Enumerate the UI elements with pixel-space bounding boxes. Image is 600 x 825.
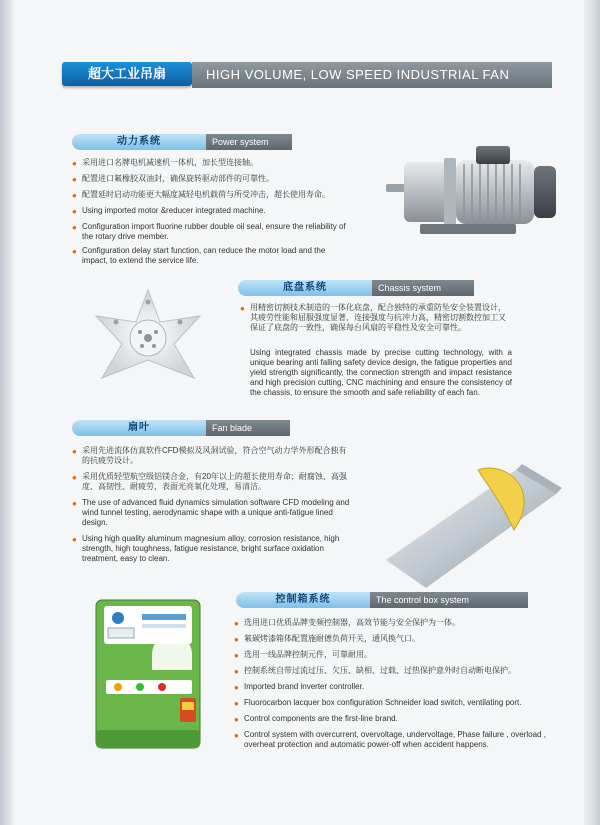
fan-section-header [72,420,290,436]
fan-list [72,446,352,570]
chassis-plate-image [86,282,210,392]
main-title-cn: 超大工业吊扇 [62,62,192,86]
chassis-title-en: Chassis system [372,280,474,296]
list-item: ● 选用一线品牌控制元件，可靠耐用。 [234,650,372,660]
chassis-cn-paragraph: ● 用精密切割技术制造的一体化底盘，配合独特的承重防坠安全装置设计，其疲劳性能和屈服强度显著，连接强度与抗冲力高，精密切割数控加工又保证了底盘的一致性，确保每台风扇的平稳性及安全可靠性。 [240,303,506,332]
list-item: ● 选用进口优质品牌变频控制器，高效节能与安全保护为一体。 [234,618,460,628]
control-title-en: The control box system [370,592,528,608]
bullet-icon: ● [72,447,77,456]
list-item: ● Using imported motor &reducer integrated machine. [72,206,266,216]
list-item: ● 配置进口氟橡胶双油封，确保旋转驱动部件的可靠性。 [72,174,274,184]
list-item: ● 氟碳烤漆箱体配置施耐德负荷开关，通风换气口。 [234,634,420,644]
bullet-icon: ● [234,635,239,644]
motor-reducer-image [384,140,562,250]
list-item: ● 采用先进流体仿真软件CFD模拟及风洞试验，符合空气动力学外形配合独有的抗疲劳设计。 [72,446,347,465]
bullet-icon: ● [72,535,77,544]
power-section-header [72,134,292,150]
bullet-icon: ● [72,175,77,184]
chassis-section-header [238,280,474,296]
control-box-image [92,598,210,750]
list-item: ● The use of advanced fluid dynamics simulation software CFD modeling and wind tunnel testing, aerodynamic shape with a unique anti-fatigue lined design. [72,498,350,527]
page-edge-right [584,0,600,825]
control-list [234,618,554,756]
fan-title-en: Fan blade [206,420,290,436]
list-item: ● Configuration import fluorine rubber double oil seal, ensure the reliability of the rotary drive member. [72,222,346,241]
list-item: ● Fluorocarbon lacquer box configuration Schneider load switch, ventilating port. [234,698,522,708]
bullet-icon: ● [72,159,77,168]
list-item: ● Configuration delay start function, can reduce the motor load and the impact, to extend the service life. [72,246,326,265]
main-title-en: HIGH VOLUME, LOW SPEED INDUSTRIAL FAN [192,62,552,88]
list-item: ● 采用进口名牌电机减速机一体机，加长型连接轴。 [72,158,258,168]
bullet-icon: ● [72,499,77,508]
fan-blade-image [366,430,580,590]
bullet-icon: ● [234,731,239,740]
bullet-icon: ● [234,699,239,708]
bullet-icon: ● [234,683,239,692]
page-edge-left [0,0,14,825]
bullet-icon: ● [72,247,77,256]
list-item: ● 控制系统自带过流过压、欠压、缺相、过载、过热保护意外时自动断电保护。 [234,666,516,676]
list-item: ● 配置延时启动功能更大幅度减轻电机载荷与所受冲击，超长使用寿命。 [72,190,330,200]
list-item: ● 采用优质轻型航空级铝镁合金，有20年以上的超长使用寿命；耐腐蚀、高强度、高韧性、耐疲劳，表面光亮氧化处理，易清洁。 [72,472,347,491]
bullet-icon: ● [234,667,239,676]
power-list [72,158,352,272]
list-item: ● Control system with overcurrent, overvoltage, undervoltage, Phase failure , overload , overheat protection and automatic power-off when accident happens. [234,730,546,749]
bullet-icon: ● [72,191,77,200]
chassis-title-cn: 底盘系统 [238,280,372,296]
bullet-icon: ● [234,715,239,724]
bullet-icon: ● [240,304,245,313]
control-title-cn: 控制箱系统 [236,592,370,608]
list-item: ● Imported brand inverter controller. [234,682,365,692]
fan-title-cn: 扇叶 [72,420,206,436]
control-section-header [236,592,528,608]
bullet-icon: ● [72,207,77,216]
chassis-en-paragraph: Using integrated chassis made by precise cutting technology, with a unique bearing anti falling safety device design, the fatigue properties and yield strength significantly, the connection strength and impact resistance and high precision cutting, CNC machining and ensure the consistency of the chassis, to ensure the smooth and safe reliability of each fan. [250,348,512,397]
list-item: ● Control components are the first-line brand. [234,714,398,724]
power-title-en: Power system [206,134,292,150]
main-title-bar [62,62,552,92]
bullet-icon: ● [72,223,77,232]
bullet-icon: ● [234,619,239,628]
power-title-cn: 动力系统 [72,134,206,150]
bullet-icon: ● [72,473,77,482]
list-item: ● Using high quality aluminum magnesium alloy, corrosion resistance, high strength, high toughness, fatigue resistance, bright surface oxidation treatment, easy to clean. [72,534,340,563]
bullet-icon: ● [234,651,239,660]
